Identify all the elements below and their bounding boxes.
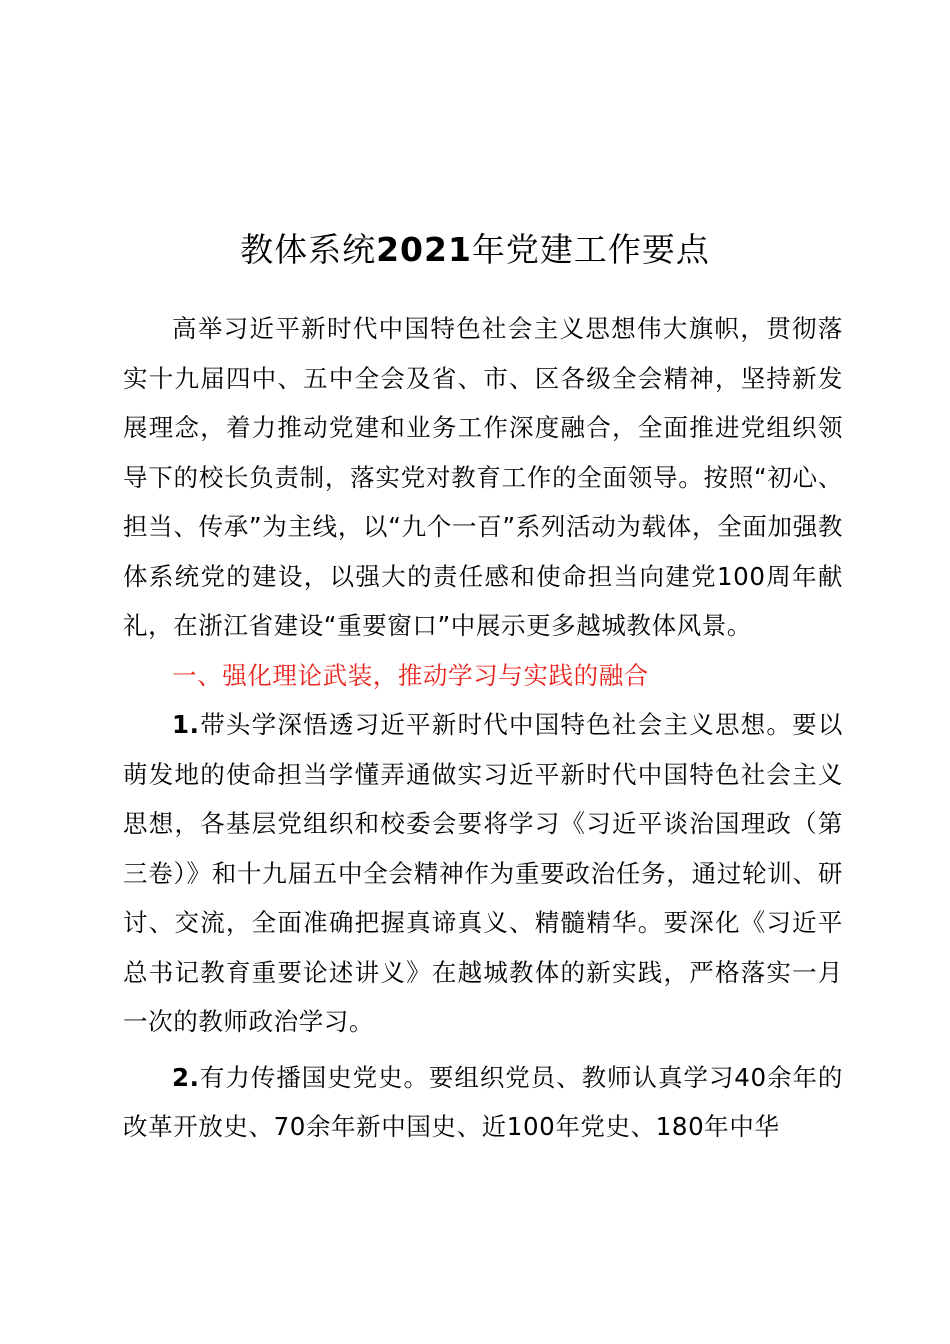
document-title [0, 226, 950, 274]
document-body [123, 304, 843, 1152]
title-year: 2021 [376, 230, 472, 269]
item-1-number: 1. [172, 710, 200, 739]
title-prefix: 教体系统 [240, 230, 377, 269]
item-2-paragraph [123, 1053, 843, 1152]
title-suffix: 年党建工作要点 [471, 230, 710, 269]
item-1-text: 带头学深悟透习近平新时代中国特色社会主义思想。要以萌发地的使命担当学懂弄通做实习近平新时代中国特色社会主义思想，各基层党组织和校委会要将学习《习近平谈治国理政（第三卷）》和十九届五中全会精神作为重要政治任务，通过轮训、研讨、交流，全面准确把握真谛真义、精髓精华。要深化《习近平总书记教育重要论述讲义》在越城教体的新实践，严格落实一月一次的教师政治学习。 [123, 710, 843, 1036]
section-heading-1: 一、强化理论武装，推动学习与实践的融合 [172, 660, 649, 690]
item-2-text: 有力传播国史党史。要组织党员、教师认真学习40余年的改革开放史、70余年新中国史、近100年党史、180年中华 [123, 1062, 843, 1141]
intro-paragraph: 高举习近平新时代中国特色社会主义思想伟大旗帜，贯彻落实十九届四中、五中全会及省、市、区各级全会精神，坚持新发展理念，着力推动党建和业务工作深度融合，全面推进党组织领导下的校长负责制，落实党对教育工作的全面领导。按照“初心、担当、传承”为主线，以“九个一百”系列活动为载体，全面加强教体系统党的建设，以强大的责任感和使命担当向建党100周年献礼，在浙江省建设“重要窗口”中展示更多越城教体风景。 [123, 314, 843, 640]
item-2-number: 2. [172, 1062, 200, 1092]
item-1-paragraph [123, 700, 843, 1047]
